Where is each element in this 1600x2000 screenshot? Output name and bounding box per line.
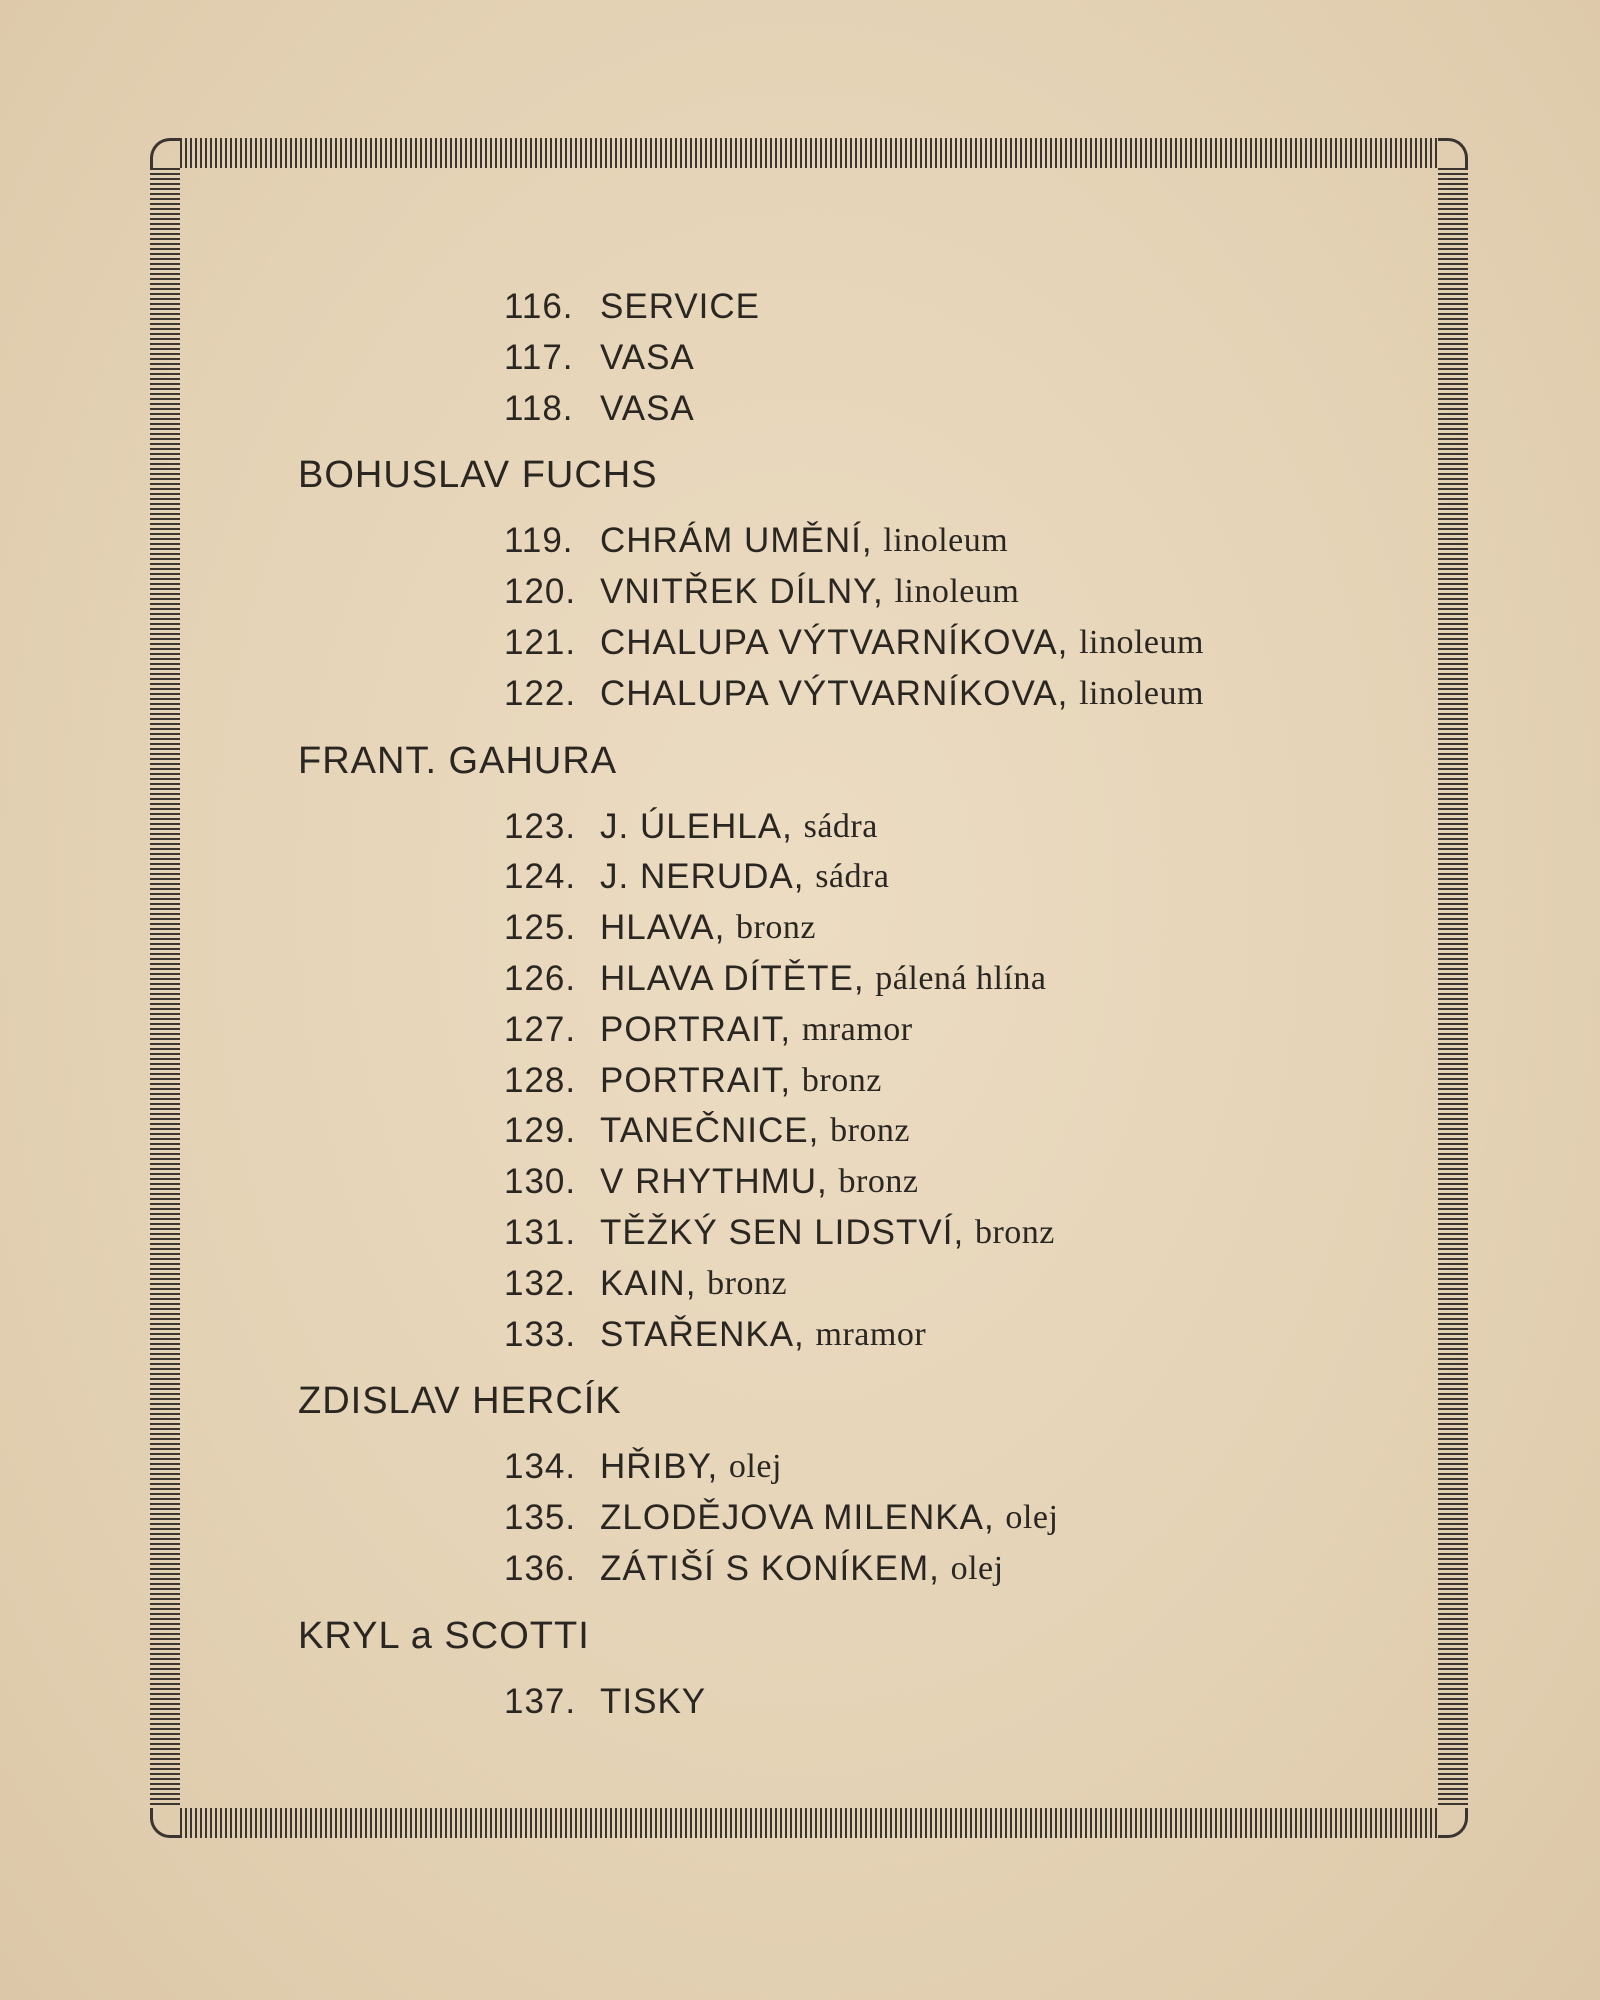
- frame-corner-bottom-right: [1438, 1808, 1468, 1838]
- list-item: [298, 802, 1348, 853]
- item-medium: bronz: [801, 1061, 882, 1099]
- item-medium: bronz: [736, 909, 816, 947]
- list-item: [298, 516, 1348, 567]
- artist-section: [298, 456, 1348, 719]
- frame-bottom-border: [180, 1808, 1438, 1838]
- item-medium: olej: [950, 1549, 1004, 1587]
- frame-corner-top-left: [150, 138, 180, 168]
- item-title: ZÁTIŠÍ S KONÍKEM,: [600, 1548, 940, 1588]
- list-item: [298, 1544, 1348, 1595]
- item-number: 134.: [504, 1447, 577, 1487]
- item-medium-spacer: [718, 1442, 729, 1493]
- item-medium: bronz: [707, 1264, 788, 1302]
- item-medium: linoleum: [883, 522, 1009, 560]
- list-item: [298, 1310, 1348, 1361]
- item-medium: olej: [1005, 1499, 1059, 1537]
- item-medium-spacer: [793, 802, 804, 853]
- artist-name: BOHUSLAV FUCHS: [298, 454, 658, 497]
- item-title: TISKY: [600, 1681, 707, 1721]
- item-number: 123.: [504, 806, 577, 846]
- item-title: J. ÚLEHLA,: [600, 806, 793, 846]
- item-medium-spacer: [873, 516, 884, 567]
- item-medium-spacer: [1068, 669, 1079, 720]
- item-title: HLAVA DÍTĚTE,: [600, 958, 865, 998]
- artist-sections: [298, 456, 1348, 1727]
- item-medium: pálená hlína: [875, 959, 1047, 997]
- item-title: ZLODĚJOVA MILENKA,: [600, 1498, 995, 1538]
- artist-section: [298, 739, 1348, 1361]
- item-number: 119.: [504, 521, 574, 561]
- item-title: CHRÁM UMĚNÍ,: [600, 521, 873, 561]
- intro-items: [298, 282, 1348, 434]
- item-medium: bronz: [838, 1163, 919, 1201]
- frame-left-border: [150, 168, 180, 1808]
- item-title: VASA: [600, 388, 695, 428]
- item-number: 116.: [504, 287, 574, 326]
- item-title: SERVICE: [600, 287, 761, 326]
- item-title: KAIN,: [600, 1263, 697, 1303]
- item-title: PORTRAIT,: [600, 1009, 792, 1049]
- item-number: 117.: [504, 337, 574, 377]
- item-number: 125.: [504, 908, 577, 948]
- item-number: 137.: [504, 1681, 577, 1721]
- item-medium-spacer: [805, 1310, 816, 1361]
- artist-section: [298, 1614, 1348, 1728]
- list-item: [298, 384, 1348, 435]
- frame-right-border: [1438, 168, 1468, 1808]
- item-title: J. NERUDA,: [600, 857, 805, 897]
- item-number: 130.: [504, 1162, 577, 1202]
- item-number: 118.: [504, 388, 574, 428]
- item-number: 124.: [504, 857, 577, 897]
- list-item: [298, 1005, 1348, 1056]
- item-medium-spacer: [791, 1056, 802, 1107]
- item-medium: bronz: [830, 1112, 911, 1150]
- list-item: [298, 333, 1348, 384]
- item-title: STAŘENKA,: [600, 1314, 805, 1354]
- list-item: [298, 903, 1348, 954]
- item-number: 121.: [504, 622, 577, 662]
- item-medium-spacer: [964, 1208, 975, 1259]
- list-item: [298, 1442, 1348, 1493]
- item-number: 126.: [504, 958, 577, 998]
- item-title: TANEČNICE,: [600, 1111, 820, 1151]
- item-medium-spacer: [940, 1544, 951, 1595]
- item-medium-spacer: [791, 1005, 802, 1056]
- list-item: [298, 1677, 1348, 1728]
- artist-name: KRYL a SCOTTI: [298, 1614, 590, 1657]
- item-medium: sádra: [815, 858, 890, 896]
- item-number: 128.: [504, 1060, 577, 1100]
- item-title: HŘIBY,: [600, 1447, 719, 1487]
- list-item: [298, 618, 1348, 669]
- item-number: 120.: [504, 572, 577, 612]
- item-medium: linoleum: [894, 573, 1020, 611]
- item-title: VNITŘEK DÍLNY,: [600, 572, 884, 612]
- item-number: 133.: [504, 1314, 577, 1354]
- list-item: [298, 1208, 1348, 1259]
- item-number: 136.: [504, 1548, 577, 1588]
- item-medium-spacer: [725, 903, 736, 954]
- item-medium: sádra: [803, 807, 878, 845]
- list-item: [298, 1259, 1348, 1310]
- frame-corner-top-right: [1438, 138, 1468, 168]
- item-medium-spacer: [804, 852, 815, 903]
- list-item: [298, 1493, 1348, 1544]
- item-medium: mramor: [801, 1010, 913, 1048]
- list-item: [298, 1056, 1348, 1107]
- list-item: [298, 669, 1348, 720]
- item-medium: linoleum: [1079, 623, 1204, 661]
- catalog-list: [298, 282, 1348, 1728]
- artist-section: [298, 1382, 1348, 1594]
- item-medium: mramor: [815, 1315, 927, 1353]
- list-item: [298, 567, 1348, 618]
- item-number: 132.: [504, 1263, 577, 1303]
- item-medium-spacer: [1068, 618, 1079, 669]
- item-medium-spacer: [884, 567, 895, 618]
- item-title: PORTRAIT,: [600, 1060, 792, 1100]
- list-item: [298, 852, 1348, 903]
- artist-name: ZDISLAV HERCÍK: [298, 1380, 622, 1423]
- item-medium: linoleum: [1079, 674, 1204, 712]
- item-title: CHALUPA VÝTVARNÍKOVA,: [600, 622, 1069, 662]
- item-number: 129.: [504, 1111, 577, 1151]
- item-medium-spacer: [995, 1493, 1006, 1544]
- item-number: 122.: [504, 673, 577, 713]
- item-title: TĚŽKÝ SEN LIDSTVÍ,: [600, 1212, 965, 1252]
- item-title: CHALUPA VÝTVARNÍKOVA,: [600, 673, 1069, 713]
- item-medium: olej: [728, 1448, 782, 1486]
- item-medium-spacer: [819, 1106, 830, 1157]
- item-medium: bronz: [974, 1213, 1055, 1251]
- item-title: VASA: [600, 337, 695, 377]
- frame-corner-bottom-left: [150, 1808, 180, 1838]
- item-medium-spacer: [696, 1259, 707, 1310]
- frame-top-border: [180, 138, 1438, 168]
- item-medium-spacer: [828, 1157, 839, 1208]
- list-item: [298, 1106, 1348, 1157]
- item-number: 131.: [504, 1212, 577, 1252]
- item-title: V RHYTHMU,: [600, 1162, 828, 1202]
- list-item: [298, 1157, 1348, 1208]
- item-medium-spacer: [865, 954, 876, 1005]
- list-item: [298, 954, 1348, 1005]
- item-title: HLAVA,: [600, 908, 726, 948]
- item-number: 127.: [504, 1009, 577, 1049]
- artist-name: FRANT. GAHURA: [298, 739, 618, 782]
- list-item: [298, 282, 1348, 333]
- item-number: 135.: [504, 1498, 577, 1538]
